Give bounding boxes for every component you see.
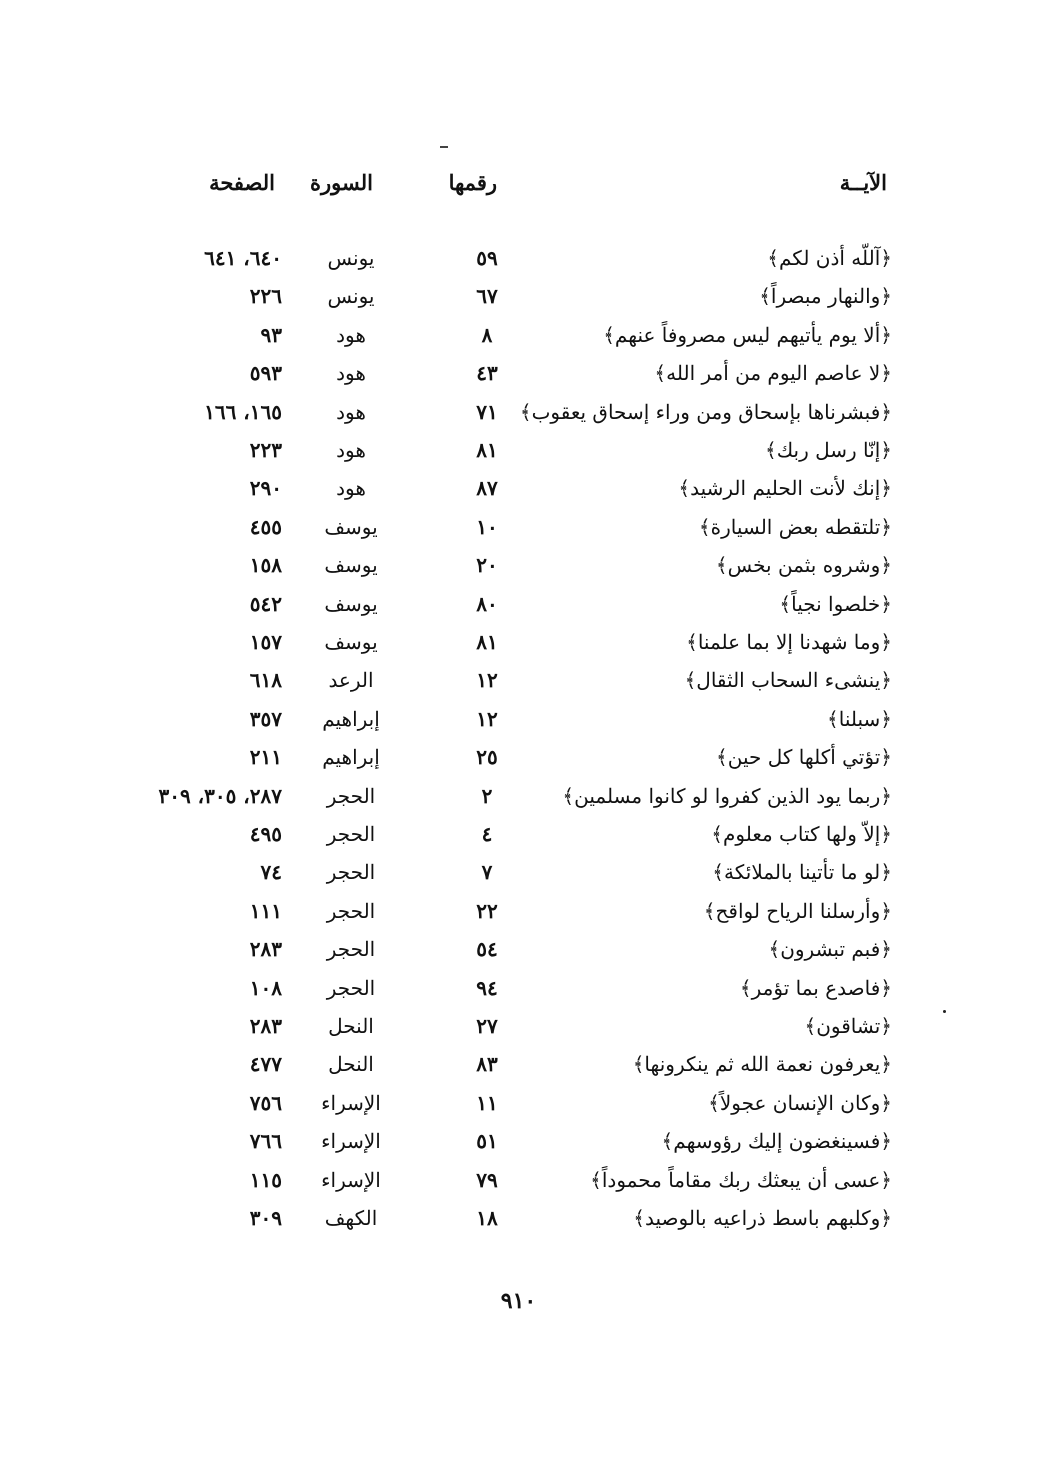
verse-number: ٤ <box>481 822 493 846</box>
verse-text: ﴿ألا يوم يأتيهم ليس مصروفاً عنهم﴾ <box>603 322 892 347</box>
surah-name: هود <box>336 322 366 347</box>
verse-number: ٨٠ <box>476 591 498 616</box>
page-reference: ٤٩٥ <box>249 822 282 846</box>
verse-number: ٩٤ <box>476 975 498 1000</box>
table-row <box>0 394 1037 430</box>
surah-name: الحجر <box>326 822 376 846</box>
table-row <box>0 317 1037 353</box>
page-reference: ٢٨٣ <box>249 937 282 962</box>
verse-number: ٨ <box>481 322 493 347</box>
surah-name: إبراهيم <box>322 706 380 731</box>
page-reference: ٦١٨ <box>249 668 282 693</box>
header-verse: الآيــة <box>839 170 887 195</box>
verse-number: ٨٧ <box>476 476 498 501</box>
surah-name: الحجر <box>326 860 376 885</box>
page-reference: ١١١ <box>249 898 282 923</box>
verse-text: ﴿وكان الإنسان عجولاً﴾ <box>708 1090 892 1115</box>
verse-number: ٨٣ <box>476 1052 498 1077</box>
verse-number: ٨١ <box>476 630 498 654</box>
surah-name: يوسف <box>324 553 378 578</box>
column-headers <box>0 170 1037 204</box>
verse-text: ﴿فبم تبشرون﴾ <box>768 937 892 962</box>
header-number: رقمها <box>448 170 497 195</box>
surah-name: يوسف <box>324 514 378 539</box>
verse-number: ١٢ <box>476 668 498 693</box>
verse-text: ﴿إنّا رسل ربك﴾ <box>764 438 892 462</box>
surah-name: الحجر <box>326 975 376 1000</box>
surah-name: الإسراء <box>321 1167 381 1192</box>
verse-number: ٢٧ <box>476 1014 498 1038</box>
page-reference: ٤٥٥ <box>249 514 282 539</box>
verse-text: ﴿تشاقون﴾ <box>804 1014 892 1038</box>
page-reference: ٧٤ <box>260 860 282 885</box>
top-mark <box>440 146 448 148</box>
table-row <box>0 547 1037 583</box>
page-number: ٩١٠ <box>500 1288 537 1314</box>
verse-text: ﴿وشروه بثمن بخس﴾ <box>715 553 892 578</box>
verse-text: ﴿خلصوا نجياً﴾ <box>779 591 892 616</box>
page-reference: ٢٢٦ <box>249 284 282 309</box>
surah-name: الإسراء <box>321 1090 381 1115</box>
verse-text: ﴿وكلبهم باسط ذراعيه بالوصيد﴾ <box>633 1206 892 1230</box>
verse-number: ١٨ <box>476 1206 498 1230</box>
surah-name: إبراهيم <box>322 745 380 770</box>
verse-text: ﴿ينشىء السحاب الثقال﴾ <box>684 668 892 693</box>
table-row <box>0 278 1037 314</box>
verse-number: ٢ <box>481 783 493 808</box>
verse-text: ﴿وما شهدنا إلا بما علمنا﴾ <box>686 630 892 654</box>
verse-text: ﴿فسينغضون إليك رؤوسهم﴾ <box>661 1129 892 1154</box>
verse-text: ﴿فاصدع بما تؤمر﴾ <box>739 975 892 1000</box>
verse-number: ٢٠ <box>476 553 498 578</box>
verse-number: ٢٥ <box>476 745 498 770</box>
table-row <box>0 1008 1037 1044</box>
table-row <box>0 816 1037 852</box>
verse-text: ﴿وأرسلنا الرياح لواقح﴾ <box>703 898 892 923</box>
surah-name: الرعد <box>328 668 374 693</box>
surah-name: الحجر <box>326 937 376 962</box>
verse-number: ٥١ <box>476 1129 498 1154</box>
verse-text: ﴿يعرفون نعمة الله ثم ينكرونها﴾ <box>632 1052 892 1077</box>
page-reference: ١٥٨ <box>249 553 282 578</box>
header-page: الصفحة <box>209 170 275 195</box>
surah-name: الكهف <box>324 1206 378 1230</box>
table-row <box>0 355 1037 391</box>
page-reference: ١٦٥، ١٦٦ <box>204 399 282 424</box>
table-row <box>0 778 1037 814</box>
surah-name: هود <box>336 361 366 386</box>
page-reference: ٥٩٣ <box>249 361 282 386</box>
verse-text: ﴿فبشرناها بإسحاق ومن وراء إسحاق يعقوب﴾ <box>519 399 892 424</box>
verse-number: ٢٢ <box>476 898 498 923</box>
verse-number: ١١ <box>476 1090 498 1115</box>
header-surah: السورة <box>310 170 373 195</box>
verse-number: ٧ <box>481 860 493 885</box>
page-reference: ١٥٧ <box>249 630 282 654</box>
verse-number: ٥٩ <box>476 246 498 270</box>
page-reference: ٢١١ <box>249 745 282 770</box>
verse-text: ﴿سبلنا﴾ <box>827 706 892 731</box>
surah-name: يونس <box>327 246 375 270</box>
verse-number: ٥٤ <box>476 937 498 962</box>
table-row <box>0 970 1037 1006</box>
table-row <box>0 1162 1037 1198</box>
verse-text: ﴿آللّه أذن لكم﴾ <box>767 246 892 270</box>
page-reference: ٧٥٦ <box>249 1090 282 1115</box>
surah-name: يونس <box>327 284 375 309</box>
table-row <box>0 893 1037 929</box>
page-reference: ٣٥٧ <box>249 706 282 731</box>
page-reference: ٩٣ <box>260 322 282 347</box>
verse-number: ٦٧ <box>476 284 498 309</box>
surah-name: الإسراء <box>321 1129 381 1154</box>
verse-text: ﴿عسى أن يبعثك ربك مقاماً محموداً﴾ <box>590 1167 892 1192</box>
table-row <box>0 432 1037 468</box>
table-row <box>0 739 1037 775</box>
verse-text: ﴿ربما يود الذين كفروا لو كانوا مسلمين﴾ <box>562 783 892 808</box>
surah-name: النحل <box>328 1052 374 1077</box>
verse-number: ٤٣ <box>476 361 498 386</box>
page-reference: ٧٦٦ <box>249 1129 282 1154</box>
surah-name: هود <box>336 399 366 424</box>
table-row <box>0 1123 1037 1159</box>
surah-name: الحجر <box>326 783 376 808</box>
table-row <box>0 701 1037 737</box>
table-row <box>0 624 1037 660</box>
page-reference: ٣٠٩ <box>249 1206 282 1230</box>
verse-text: ﴿إنك لأنت الحليم الرشيد﴾ <box>678 476 892 501</box>
table-row <box>0 240 1037 276</box>
table-row <box>0 854 1037 890</box>
surah-name: هود <box>336 438 366 462</box>
page-reference: ٢٨٣ <box>249 1014 282 1038</box>
page-reference: ١١٥ <box>249 1167 282 1192</box>
table-row <box>0 509 1037 545</box>
verse-text: ﴿إلاّ ولها كتاب معلوم﴾ <box>711 822 892 846</box>
table-row <box>0 931 1037 967</box>
table-row <box>0 586 1037 622</box>
verse-number: ١٠ <box>476 514 498 539</box>
table-row <box>0 1046 1037 1082</box>
surah-name: يوسف <box>324 591 378 616</box>
page-reference: ٢٨٧، ٣٠٥، ٣٠٩ <box>158 783 282 808</box>
page-reference: ٥٤٢ <box>249 591 282 616</box>
page-reference: ١٠٨ <box>249 975 282 1000</box>
table-row <box>0 662 1037 698</box>
surah-name: هود <box>336 476 366 501</box>
table-row <box>0 1200 1037 1236</box>
verse-text: ﴿تؤتي أكلها كل حين﴾ <box>716 745 892 770</box>
verse-number: ٨١ <box>476 438 498 462</box>
page-reference: ٦٤٠، ٦٤١ <box>204 246 282 270</box>
page-reference: ٤٧٧ <box>249 1052 282 1077</box>
surah-name: النحل <box>328 1014 374 1038</box>
verse-text: ﴿لو ما تأتينا بالملائكة﴾ <box>712 860 892 885</box>
verse-number: ٧١ <box>476 399 498 424</box>
surah-name: الحجر <box>326 898 376 923</box>
verse-text: ﴿تلتقطه بعض السيارة﴾ <box>698 514 892 539</box>
surah-name: يوسف <box>324 630 378 654</box>
page-reference: ٢٩٠ <box>249 476 282 501</box>
verse-number: ١٢ <box>476 706 498 731</box>
verse-text: ﴿لا عاصم اليوم من أمر الله﴾ <box>654 361 892 386</box>
page-reference: ٢٢٣ <box>249 438 282 462</box>
verse-number: ٧٩ <box>476 1167 498 1192</box>
verse-text: ﴿والنهار مبصراً﴾ <box>759 284 892 309</box>
table-row <box>0 470 1037 506</box>
table-row <box>0 1085 1037 1121</box>
